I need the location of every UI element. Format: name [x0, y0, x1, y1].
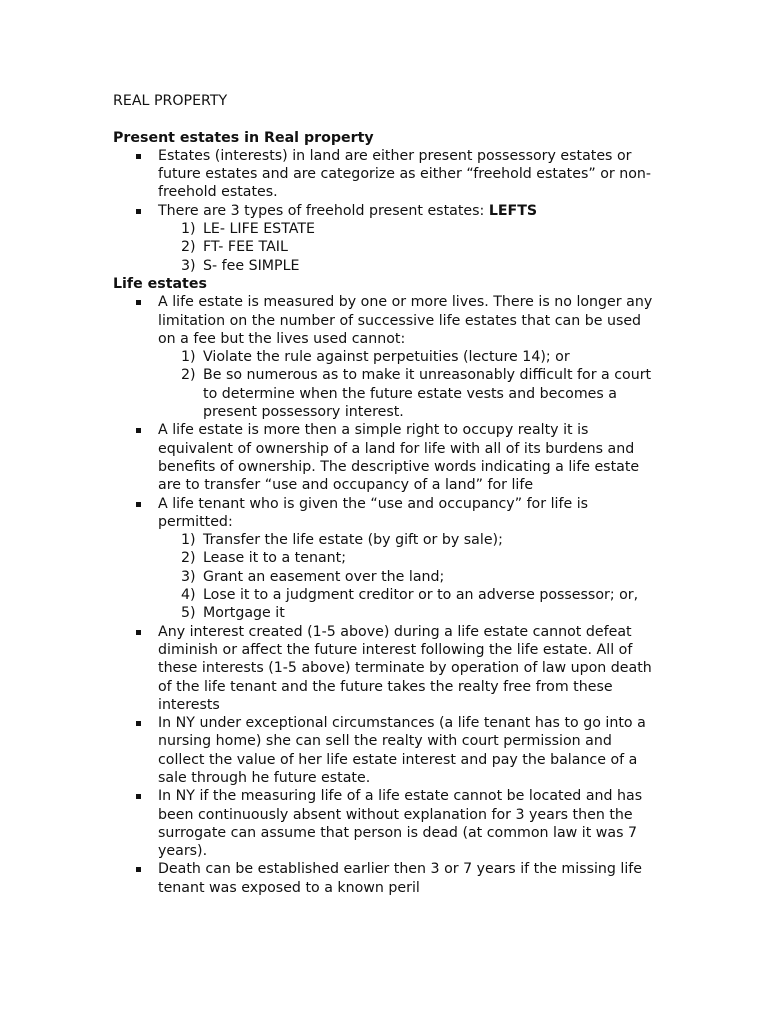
numbered-item: [158, 531, 658, 549]
life-estates-list: [113, 293, 658, 897]
numbered-item: [158, 366, 658, 421]
bullet-item: [113, 787, 658, 860]
item-text: Mortgage it: [203, 605, 285, 622]
spacer: [113, 110, 658, 128]
item-number: 2): [181, 550, 196, 567]
numbered-item: [158, 604, 658, 622]
document-page: [113, 92, 658, 897]
item-text: FT- FEE TAIL: [203, 239, 288, 256]
bullet-item: [113, 202, 658, 275]
bullet-item: [113, 860, 658, 897]
numbered-item: [158, 238, 658, 256]
item-text: Grant an easement over the land;: [203, 568, 445, 585]
numbered-item: [158, 257, 658, 275]
item-number: 1): [181, 532, 196, 549]
bullet-text: Estates (interests) in land are either present possessory estates or future estates and are categorize as either “freehold estates” or non-freehold estates.: [158, 147, 652, 201]
item-number: 2): [181, 239, 196, 256]
numbered-item: [158, 220, 658, 238]
document-title: REAL PROPERTY: [113, 93, 228, 109]
item-text: Violate the rule against perpetuities (lecture 14); or: [203, 349, 570, 366]
numbered-item: [158, 348, 658, 366]
item-text: Be so numerous as to make it unreasonably difficult for a court to determine when the future estate vests and becomes a present possessory interest.: [203, 367, 652, 421]
bullet-item: [113, 714, 658, 787]
numbered-item: [158, 549, 658, 567]
item-text: Transfer the life estate (by gift or by sale);: [203, 532, 503, 549]
numbered-item: [158, 586, 658, 604]
permitted-actions-list: [158, 531, 658, 622]
bullet-item: [113, 421, 658, 494]
bullet-item: [113, 147, 658, 202]
bullet-text: A life estate is measured by one or more lives. There is no longer any limitation on the number of successive life estates that can be used on a fee but the lives used cannot:: [158, 294, 653, 347]
bullet-text: A life tenant who is given the “use and occupancy” for life is permitted:: [158, 495, 589, 530]
item-number: 2): [181, 367, 196, 384]
item-text: Lease it to a tenant;: [203, 550, 346, 567]
item-number: 3): [181, 257, 196, 274]
life-limits-list: [158, 348, 658, 421]
item-text: Lose it to a judgment creditor or to an adverse possessor; or,: [203, 587, 639, 604]
bullet-item: [113, 623, 658, 714]
freehold-types-list: [158, 220, 658, 275]
bullet-bold-text: LEFTS: [488, 202, 538, 219]
item-number: 5): [181, 605, 196, 622]
bullet-text: Death can be established earlier then 3 or 7 years if the missing life tenant was exposed to a known peril: [158, 861, 643, 896]
bullet-text: A life estate is more then a simple right to occupy realty it is equivalent of ownership of a land for life with all of its burdens and benefits of ownership. The descriptive words indicating a life estate are to transfer “use and occupancy of a land” for life: [158, 422, 640, 494]
bullet-item: [113, 495, 658, 623]
item-text: LE- LIFE ESTATE: [203, 221, 315, 238]
present-estates-list: [113, 147, 658, 275]
bullet-text: In NY under exceptional circumstances (a life tenant has to go into a nursing home) she can sell the realty with court permission and collect the value of her life estate interest and pay the balance of a sale through he future estate.: [158, 715, 646, 786]
bullet-text: In NY if the measuring life of a life estate cannot be located and has been continuously absent without explanation for 3 years then the surrogate can assume that person is dead (at common law it was 7 years).: [158, 788, 643, 860]
bullet-text: There are 3 types of freehold present estates:: [158, 202, 489, 219]
section-heading-life-estates: Life estates: [113, 275, 207, 292]
bullet-text: Any interest created (1-5 above) during a life estate cannot defeat diminish or affect the future interest following the life estate. All of these interests (1-5 above) terminate by operation of law upon death of the life tenant and the future takes the realty free from these interests: [158, 623, 652, 713]
item-number: 3): [181, 568, 196, 585]
item-text: S- fee SIMPLE: [203, 257, 300, 274]
numbered-item: [158, 568, 658, 586]
section-heading-present-estates: Present estates in Real property: [113, 129, 374, 146]
item-number: 1): [181, 221, 196, 238]
item-number: 1): [181, 349, 196, 366]
item-number: 4): [181, 587, 196, 604]
bullet-item: [113, 293, 658, 421]
